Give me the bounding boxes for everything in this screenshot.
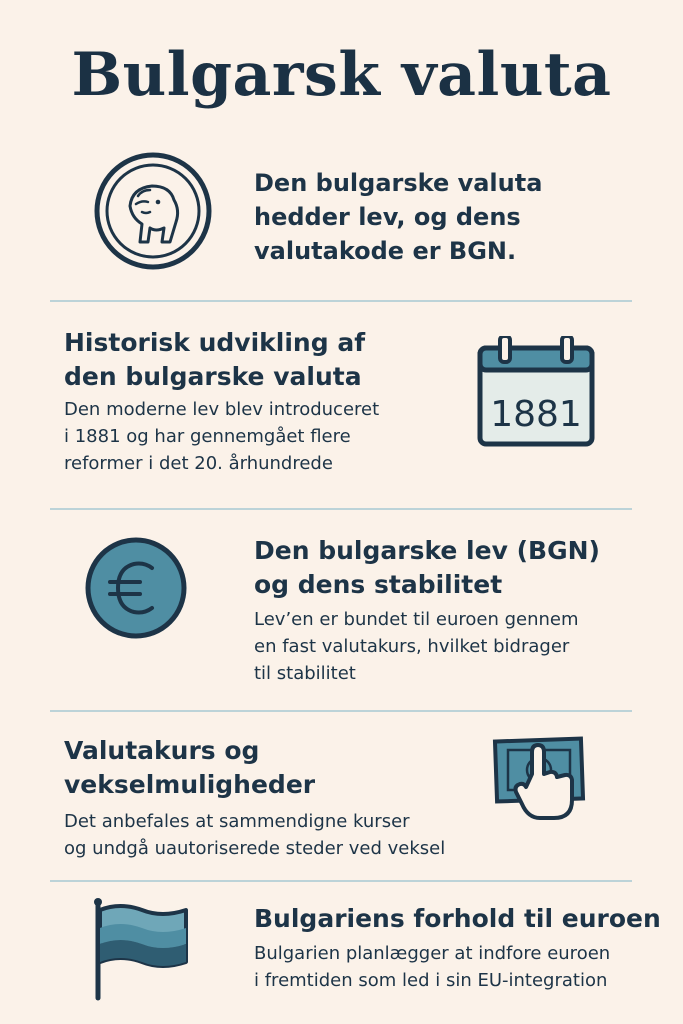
stability-body-3: til stabilitet <box>254 663 356 684</box>
euro-coin-icon <box>84 536 188 640</box>
stability-heading-1: Den bulgarske lev (BGN) <box>254 536 600 565</box>
stability-body-2: en fast valutakurs, hvilket bidrager <box>254 636 570 657</box>
exchange-body-2: og undgå uautoriserede steder ved veksel <box>64 838 446 859</box>
stability-section <box>254 534 674 687</box>
stability-heading-2: og dens stabilitet <box>254 570 503 599</box>
calendar-icon <box>476 336 596 448</box>
banknote-hand-icon <box>492 734 588 852</box>
calendar-year: 1881 <box>490 394 582 435</box>
euro-relation-section <box>254 902 674 994</box>
history-body-3: reformer i det 20. århundrede <box>64 453 333 474</box>
intro-line-2: hedder lev, og dens <box>254 203 521 231</box>
lion-coin-icon <box>92 150 214 272</box>
exchange-section <box>64 734 504 862</box>
euro-body-1: Bulgarien planlægger at indfore euroen <box>254 943 611 964</box>
intro-line-3: valutakode er BGN. <box>254 237 517 265</box>
divider <box>50 880 632 882</box>
euro-heading: Bulgariens forhold til euroen <box>254 904 661 933</box>
euro-body-2: i fremtiden som led i sin EU-integration <box>254 970 608 991</box>
exchange-heading-2: vekselmuligheder <box>64 770 316 799</box>
intro-line-1: Den bulgarske valuta <box>254 169 543 197</box>
history-section <box>64 326 464 477</box>
page-title: Bulgarsk valuta <box>71 40 612 110</box>
divider <box>50 710 632 712</box>
stability-body-1: Lev’en er bundet til euroen gennem <box>254 609 579 630</box>
exchange-heading-1: Valutakurs og <box>64 736 260 765</box>
history-heading-1: Historisk udvikling af <box>64 328 366 357</box>
currency-intro <box>254 166 542 268</box>
flag-icon <box>90 898 190 1002</box>
divider <box>50 300 632 302</box>
history-body-1: Den moderne lev blev introduceret <box>64 399 380 420</box>
history-heading-2: den bulgarske valuta <box>64 362 362 391</box>
history-body-2: i 1881 og har gennemgået flere <box>64 426 351 447</box>
divider <box>50 508 632 510</box>
exchange-body-1: Det anbefales at sammendigne kurser <box>64 811 410 832</box>
